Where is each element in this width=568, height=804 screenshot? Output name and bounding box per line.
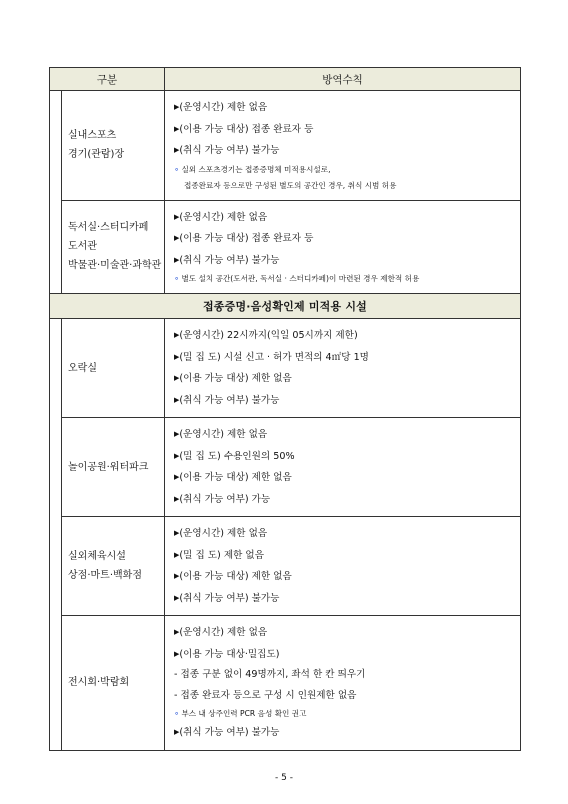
note-dot-icon: ∘: [174, 164, 180, 174]
facility-name: 오락실: [62, 319, 165, 418]
bullet-triangle-icon: ▶: [174, 146, 180, 154]
facility-name: 실외체육시설 상점·마트·백화점: [62, 517, 165, 616]
bullet-triangle-icon: ▶: [174, 234, 180, 242]
section-row: [50, 294, 521, 319]
bullet-triangle-icon: ▶: [174, 430, 180, 438]
rule-item: ▶(운영시간) 제한 없음: [174, 429, 268, 440]
rule-item: ▶(취식 가능 여부) 불가능: [174, 254, 280, 266]
group-marker-cell: [50, 91, 62, 294]
rules-cell: [165, 517, 521, 616]
rule-item: ▶(밀 집 도) 제한 없음: [174, 549, 264, 561]
bullet-triangle-icon: ▶: [174, 593, 180, 602]
table-row: [50, 616, 521, 751]
rule-item: ▶(밀 집 도) 수용인원의 50%: [174, 450, 295, 462]
group-marker-cell: [50, 319, 62, 751]
bullet-triangle-icon: ▶: [174, 124, 180, 133]
rule-note: ∘ 별도 설치 공간(도서관, 독서실 · 스터디카페)이 마련된 경우 제한적 허용: [174, 274, 420, 283]
rule-item: ▶(이용 가능 대상) 제한 없음: [174, 571, 292, 582]
rule-item: ▶(취식 가능 여부) 불가능: [174, 145, 280, 156]
rule-item: ▶(운영시간) 제한 없음: [174, 102, 268, 113]
bullet-triangle-icon: ▶: [174, 529, 180, 537]
dash-marker: -: [174, 669, 181, 680]
section-title: 접종증명·음성확인제 미적용 시설: [50, 294, 521, 319]
rules-cell: [165, 319, 521, 418]
bullet-triangle-icon: ▶: [174, 451, 180, 460]
rule-item: ▶(이용 가능 대상) 제한 없음: [174, 472, 292, 483]
bullet-triangle-icon: ▶: [174, 255, 180, 264]
facility-name: 독서실·스터디카페 도서관 박물관·미술관·과학관: [62, 200, 165, 294]
table-row: [50, 418, 521, 517]
rule-subitem: - 접종 구분 없이 49명까지, 좌석 한 칸 띄우기: [174, 669, 366, 680]
rule-item: ▶(이용 가능 대상) 제한 없음: [174, 373, 292, 384]
bullet-triangle-icon: ▶: [174, 572, 180, 580]
table-row: [50, 517, 521, 616]
rule-note: ∘ 실외 스포츠경기는 접종증명체 미적용시설로,: [174, 164, 331, 174]
rules-cell: [165, 200, 521, 294]
rule-item: ▶(취식 가능 여부) 불가능: [174, 394, 280, 406]
rule-subitem: - 접종 완료자 등으로 구성 시 인원제한 없음: [174, 689, 357, 701]
dash-marker: -: [174, 689, 181, 701]
rule-item: ▶(이용 가능 대상) 접종 완료자 등: [174, 233, 314, 244]
bullet-triangle-icon: ▶: [174, 728, 180, 736]
header-category: 구분: [50, 68, 165, 91]
rules-cell: [165, 616, 521, 751]
table-header: [50, 68, 521, 91]
facility-name: 전시회·박람회: [62, 616, 165, 751]
bullet-triangle-icon: ▶: [174, 473, 180, 481]
facility-name: 실내스포츠 경기(관람)장: [62, 91, 165, 201]
bullet-triangle-icon: ▶: [174, 649, 180, 658]
quarantine-rules-table: [49, 67, 521, 751]
rule-item: ▶(이용 가능 대상·밀집도): [174, 648, 280, 660]
table-row: [50, 91, 521, 201]
bullet-triangle-icon: ▶: [174, 395, 180, 404]
bullet-triangle-icon: ▶: [174, 212, 180, 221]
rule-item: ▶(운영시간) 제한 없음: [174, 211, 268, 223]
bullet-triangle-icon: ▶: [174, 628, 180, 636]
rule-item: ▶(취식 가능 여부) 불가능: [174, 592, 280, 604]
rule-item: ▶(운영시간) 제한 없음: [174, 627, 268, 638]
rule-item: ▶(취식 가능 여부) 불가능: [174, 727, 280, 738]
header-rules: 방역수칙: [165, 68, 521, 91]
page-number: - 5 -: [275, 773, 293, 783]
bullet-triangle-icon: ▶: [174, 494, 180, 503]
bullet-triangle-icon: ▶: [174, 374, 180, 382]
rule-item: ▶(밀 집 도) 시설 신고 · 허가 면적의 4㎡당 1명: [174, 351, 369, 363]
rules-cell: [165, 91, 521, 201]
table-row: [50, 200, 521, 294]
rule-item: ▶(이용 가능 대상) 접종 완료자 등: [174, 123, 314, 135]
bullet-triangle-icon: ▶: [174, 331, 180, 339]
bullet-triangle-icon: ▶: [174, 103, 180, 111]
bullet-triangle-icon: ▶: [174, 550, 180, 559]
rule-note: ∘ 부스 내 상주인력 PCR 음성 확인 권고: [174, 709, 307, 718]
table-row: [50, 319, 521, 418]
rule-item: ▶(취식 가능 여부) 가능: [174, 493, 271, 505]
note-dot-icon: ∘: [174, 274, 180, 283]
facility-name: 놀이공원·워터파크: [62, 418, 165, 517]
rule-note: 접종완료자 등으로만 구성된 별도의 공간인 경우, 취식 시범 허용: [184, 180, 397, 190]
note-dot-icon: ∘: [174, 709, 180, 718]
bullet-triangle-icon: ▶: [174, 352, 180, 361]
rule-item: ▶(운영시간) 제한 없음: [174, 528, 268, 539]
rule-item: ▶(운영시간) 22시까지(익일 05시까지 제한): [174, 330, 358, 341]
rules-cell: [165, 418, 521, 517]
